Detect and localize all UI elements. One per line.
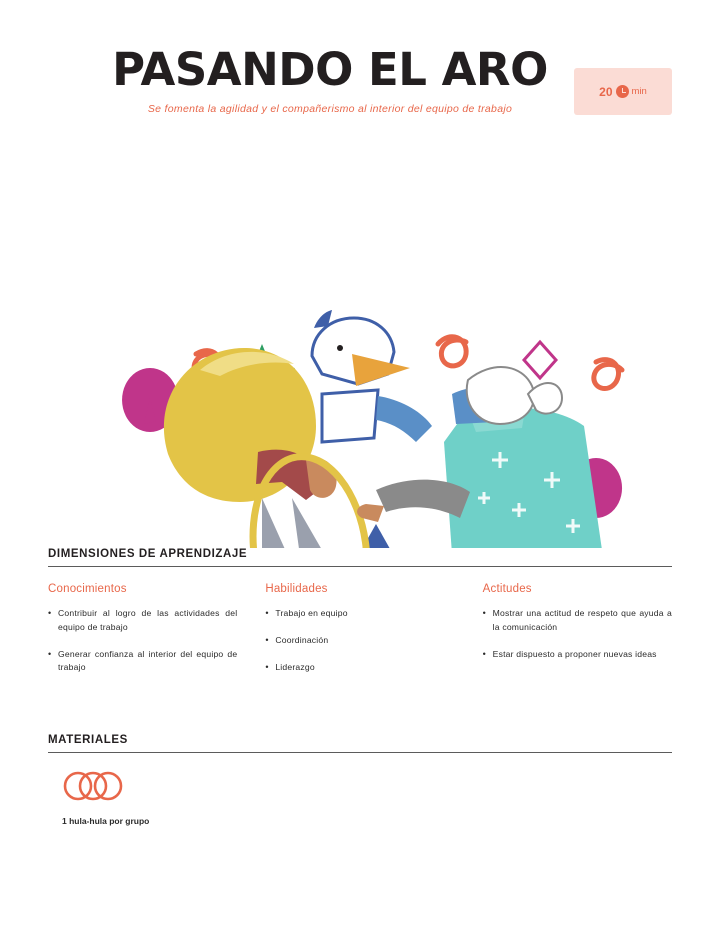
divider bbox=[48, 566, 672, 567]
material-caption: 1 hula-hula por grupo bbox=[62, 816, 150, 826]
column-conocimientos bbox=[48, 583, 237, 688]
clock-icon bbox=[616, 85, 629, 98]
duration-badge bbox=[574, 68, 672, 115]
divider bbox=[48, 752, 672, 753]
column-heading: Habilidades bbox=[265, 583, 328, 595]
learning-columns bbox=[48, 583, 672, 688]
list-item: • Mostrar una actitud de respeto que ayuda a la comunicación bbox=[483, 607, 672, 635]
learning-dimensions-section bbox=[0, 548, 720, 688]
bullet-list bbox=[265, 607, 454, 674]
page-subtitle: Se fomenta la agilidad y el compañerismo al interior del equipo de trabajo bbox=[147, 103, 513, 116]
column-heading: Conocimientos bbox=[48, 583, 127, 595]
list-item: • Coordinación bbox=[265, 634, 454, 648]
column-heading: Actitudes bbox=[482, 583, 532, 595]
bullet-list bbox=[48, 607, 237, 675]
list-item: • Estar dispuesto a proponer nuevas ideas bbox=[483, 648, 672, 662]
character-bird bbox=[312, 310, 432, 442]
illustration-area bbox=[0, 158, 720, 548]
page-title: PASANDO EL ARO bbox=[112, 43, 548, 96]
material-item bbox=[48, 769, 672, 827]
learning-dimensions-title: DIMENSIONES DE APRENDIZAJE bbox=[48, 548, 248, 560]
duration-value: 20 bbox=[599, 84, 613, 99]
column-actitudes bbox=[483, 583, 672, 688]
list-item: • Contribuir al logro de las actividades del equipo de trabajo bbox=[48, 607, 237, 635]
materials-title: MATERIALES bbox=[48, 734, 128, 746]
duration-unit: min bbox=[631, 86, 647, 97]
list-item: • Generar confianza al interior del equipo de trabajo bbox=[48, 648, 237, 676]
materials-section bbox=[0, 734, 720, 827]
team-passing-hoop-illustration bbox=[0, 158, 720, 548]
header bbox=[0, 0, 720, 150]
list-item: • Liderazgo bbox=[265, 661, 454, 675]
list-item: • Trabajo en equipo bbox=[265, 607, 454, 621]
bullet-list bbox=[483, 607, 672, 661]
character-left bbox=[164, 348, 337, 548]
character-right bbox=[357, 367, 602, 548]
column-habilidades bbox=[265, 583, 454, 688]
three-hoops-icon bbox=[62, 769, 132, 803]
